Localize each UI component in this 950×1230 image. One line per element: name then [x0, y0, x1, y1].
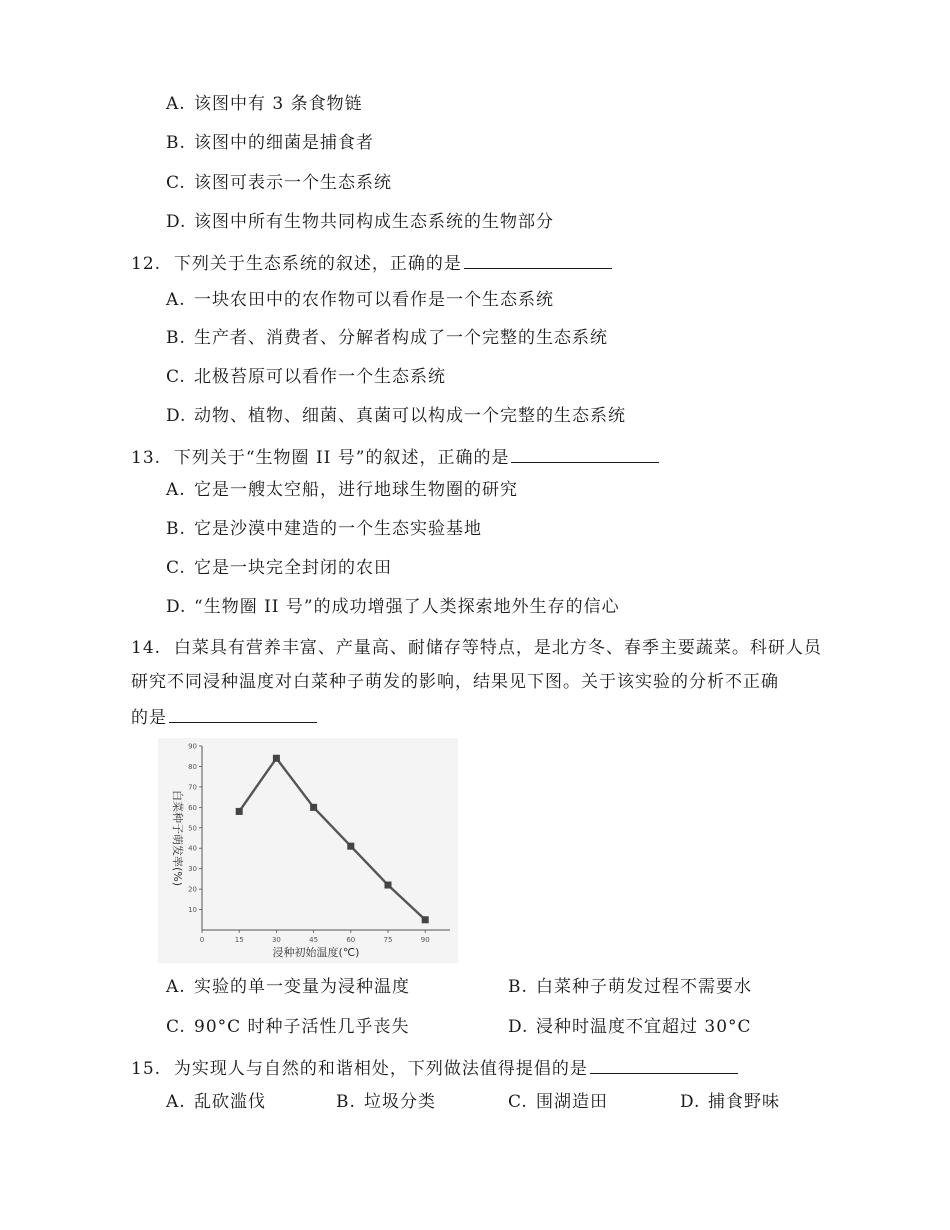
question-number: 13. [131, 448, 162, 468]
y-tick-label: 60 [188, 803, 197, 812]
data-point-marker [310, 804, 317, 811]
q14-stem-line3 [131, 704, 317, 730]
data-point-marker [385, 882, 392, 889]
q13-option-b [166, 517, 482, 541]
question-text: 的是 [131, 708, 167, 728]
x-tick-label: 60 [346, 936, 356, 944]
option-letter: C. [508, 1092, 528, 1112]
q13-option-c [166, 556, 392, 580]
question-number: 14. [131, 638, 162, 658]
answer-blank[interactable] [169, 704, 317, 723]
option-text: 北极苔原可以看作一个生态系统 [194, 367, 446, 387]
x-tick-label: 75 [383, 936, 393, 944]
option-text: 白菜种子萌发过程不需要水 [536, 977, 752, 997]
option-text: 捕食野味 [708, 1092, 780, 1112]
option-text: 该图中的细菌是捕食者 [194, 133, 374, 153]
q12-option-a [166, 288, 554, 312]
option-text: 垃圾分类 [364, 1092, 436, 1112]
y-axis-label: 白菜种子萌发率(%) [171, 789, 184, 887]
option-text: “生物圈 II 号”的成功增强了人类探索地外生存的信心 [194, 597, 620, 617]
option-text: 浸种时温度不宜超过 30°C [536, 1017, 752, 1037]
option-letter: C. [166, 558, 186, 578]
data-point-marker [273, 755, 280, 762]
option-letter: A. [166, 290, 186, 310]
q12-stem [131, 250, 612, 276]
q12-option-b [166, 326, 608, 350]
question-text: 下列关于“生物圈 II 号”的叙述，正确的是 [173, 448, 510, 468]
q15-option-b [336, 1090, 436, 1114]
y-tick-label: 40 [188, 844, 197, 853]
option-text: 该图可表示一个生态系统 [194, 173, 392, 193]
x-axis-label: 浸种初始温度(℃) [272, 946, 360, 959]
option-text: 该图中有 3 条食物链 [194, 94, 363, 114]
y-tick-label: 30 [188, 865, 197, 874]
answer-blank[interactable] [590, 1055, 738, 1074]
option-letter: D. [508, 1017, 529, 1037]
y-tick-label: 80 [188, 762, 197, 771]
q13-option-d [166, 595, 620, 619]
x-tick-label: 90 [420, 936, 430, 944]
option-letter: D. [166, 212, 187, 232]
option-text: 它是一块完全封闭的农田 [194, 558, 392, 578]
option-letter: D. [166, 597, 187, 617]
data-point-marker [422, 916, 429, 923]
option-letter: B. [166, 519, 186, 539]
option-text: 实验的单一变量为浸种温度 [194, 977, 410, 997]
question-number: 12. [131, 254, 162, 274]
question-text: 为实现人与自然的和谐相处，下列做法值得提倡的是 [173, 1059, 588, 1079]
q15-stem [131, 1055, 738, 1081]
germination-chart [158, 738, 458, 963]
option-text: 它是沙漠中建造的一个生态实验基地 [194, 519, 482, 539]
x-tick-label: 15 [234, 936, 244, 944]
y-tick-label: 20 [188, 885, 197, 894]
option-text: 90°C 时种子活性几乎丧失 [194, 1017, 410, 1037]
q11-option-c [166, 171, 392, 195]
q15-option-a [166, 1090, 266, 1114]
option-text: 围湖造田 [536, 1092, 608, 1112]
data-point-marker [236, 808, 243, 815]
option-letter: C. [166, 1017, 186, 1037]
q12-option-d [166, 404, 626, 428]
q11-option-a [166, 92, 363, 116]
option-text: 该图中所有生物共同构成生态系统的生物部分 [194, 212, 554, 232]
question-text: 研究不同浸种温度对白菜种子萌发的影响，结果见下图。关于该实验的分析不正确 [131, 672, 779, 692]
question-text: 下列关于生态系统的叙述，正确的是 [173, 254, 462, 274]
x-tick-label: 45 [309, 936, 319, 944]
option-letter: B. [508, 977, 528, 997]
q14-option-b [508, 975, 752, 999]
q15-option-c [508, 1090, 608, 1114]
option-text: 乱砍滥伐 [194, 1092, 266, 1112]
q15-option-d [680, 1090, 780, 1114]
answer-blank[interactable] [464, 250, 612, 269]
answer-blank[interactable] [511, 444, 659, 463]
q13-stem [131, 444, 659, 470]
x-tick-label: 0 [199, 936, 205, 944]
q14-option-a [166, 975, 410, 999]
q11-option-b [166, 131, 374, 155]
option-text: 一块农田中的农作物可以看作是一个生态系统 [194, 290, 554, 310]
y-tick-label: 90 [188, 742, 197, 751]
chart-background [158, 738, 458, 963]
option-letter: A. [166, 94, 186, 114]
option-letter: B. [336, 1092, 356, 1112]
data-point-marker [347, 843, 354, 850]
q12-option-c [166, 365, 446, 389]
option-letter: A. [166, 1092, 186, 1112]
option-letter: D. [166, 406, 187, 426]
q11-option-d [166, 210, 554, 234]
y-tick-label: 50 [188, 824, 197, 833]
option-letter: A. [166, 480, 186, 500]
q13-option-a [166, 478, 518, 502]
option-letter: D. [680, 1092, 701, 1112]
q14-stem-line1 [131, 636, 822, 660]
question-text: 白菜具有营养丰富、产量高、耐储存等特点，是北方冬、春季主要蔬菜。科研人员 [173, 638, 822, 658]
option-text: 动物、植物、细菌、真菌可以构成一个完整的生态系统 [194, 406, 626, 426]
option-letter: B. [166, 133, 186, 153]
y-tick-label: 70 [188, 783, 197, 792]
y-tick-label: 10 [188, 906, 197, 915]
q14-option-c [166, 1015, 410, 1039]
option-letter: C. [166, 367, 186, 387]
option-letter: C. [166, 173, 186, 193]
q14-option-d [508, 1015, 752, 1039]
x-tick-label: 30 [271, 936, 281, 944]
question-number: 15. [131, 1059, 162, 1079]
q14-stem-line2 [131, 670, 779, 694]
option-text: 它是一艘太空船，进行地球生物圈的研究 [194, 480, 518, 500]
option-letter: B. [166, 328, 186, 348]
option-letter: A. [166, 977, 186, 997]
option-text: 生产者、消费者、分解者构成了一个完整的生态系统 [194, 328, 608, 348]
